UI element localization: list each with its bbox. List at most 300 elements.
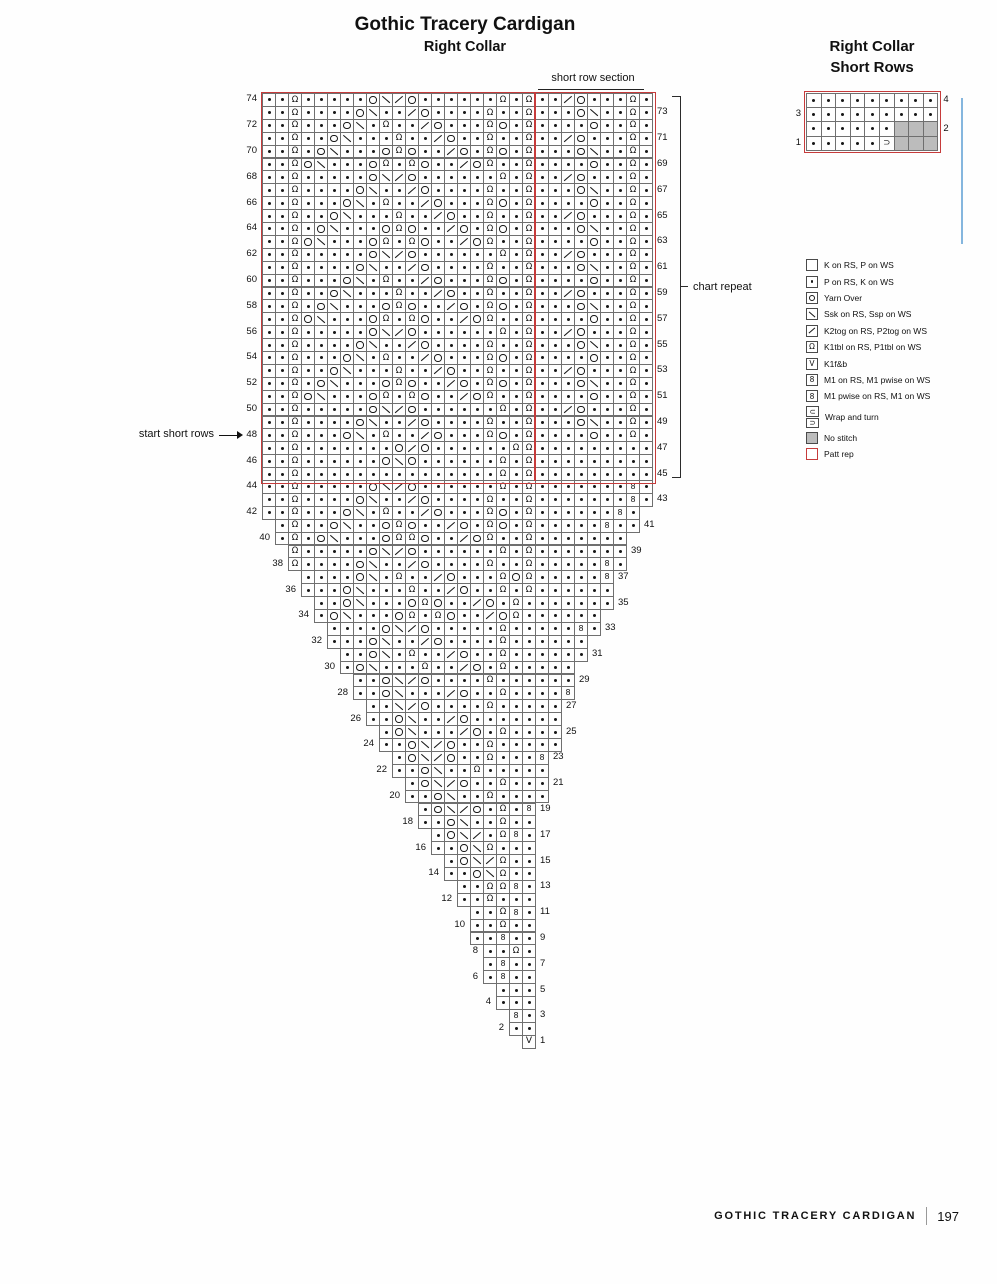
purl-cell [496,596,510,610]
purl-dot-icon [281,305,284,308]
purl-cell [444,674,458,688]
ssk-icon [590,225,598,233]
purl-dot-icon [411,473,414,476]
legend-label: M1 pwise on RS, M1 on WS [824,391,931,402]
k2tog-cell [405,557,419,571]
purl-dot-icon [424,331,427,334]
purl-dot-icon [502,421,505,424]
k1tbl-icon: Ω [291,352,299,363]
row-number: 27 [566,699,577,711]
purl-cell [418,377,432,391]
purl-dot-icon [463,434,466,437]
purl-dot-icon [541,266,544,269]
purl-dot-icon [528,782,531,785]
purl-cell [275,222,289,236]
purl-cell [483,648,497,662]
yarn-over-icon [577,186,585,194]
purl-cell [509,235,523,249]
k2tog-cell [405,416,419,430]
purl-cell [574,506,588,520]
yarn-over-cell [457,854,471,868]
purl-cell [600,235,614,249]
purl-dot-icon [476,627,479,630]
k1tbl-cell [405,235,419,249]
k1tbl-cell [496,906,510,920]
yarn-over-icon [577,328,585,336]
purl-dot-icon [856,113,859,116]
purl-dot-icon [541,782,544,785]
purl-cell [340,480,354,494]
purl-cell [522,725,536,739]
yarn-over-cell [405,738,419,752]
purl-cell [444,725,458,739]
purl-dot-icon [645,163,648,166]
purl-cell [574,609,588,623]
purl-cell [561,519,575,533]
m1-icon: 8 [604,572,610,582]
purl-dot-icon [515,821,518,824]
purl-cell [600,145,614,159]
purl-cell [353,209,367,223]
yarn-over-cell [431,596,445,610]
purl-cell [522,841,536,855]
purl-cell [535,106,549,120]
purl-dot-icon [515,989,518,992]
k1tbl-icon: Ω [525,571,533,582]
purl-dot-icon [476,718,479,721]
ssk-cell [366,106,380,120]
yarn-over-icon [421,238,429,246]
purl-dot-icon [645,305,648,308]
k1tbl-icon: Ω [291,559,299,570]
purl-dot-icon [515,627,518,630]
purl-dot-icon [619,137,622,140]
legend-item [806,273,930,289]
purl-dot-icon [333,163,336,166]
purl-cell [314,106,328,120]
purl-cell [314,519,328,533]
purl-dot-icon [515,743,518,746]
purl-cell [314,570,328,584]
k1tbl-cell [496,248,510,262]
purl-cell [457,196,471,210]
start-short-rows-label: start short rows [138,428,214,440]
purl-dot-icon [268,111,271,114]
purl-dot-icon [593,589,596,592]
m1-icon: 8 [617,507,623,517]
purl-dot-icon [567,318,570,321]
k1tbl-cell [470,764,484,778]
purl-cell [535,428,549,442]
purl-dot-icon [333,266,336,269]
purl-dot-icon [268,137,271,140]
purl-cell [496,441,510,455]
purl-dot-icon [281,369,284,372]
purl-dot-icon [515,666,518,669]
purl-dot-icon [281,150,284,153]
no-stitch-icon [806,432,818,444]
row-number: 34 [298,609,309,621]
yarn-over-cell [496,609,510,623]
purl-cell [301,261,315,275]
purl-cell [340,222,354,236]
k1tbl-cell [626,325,640,339]
purl-dot-icon [450,318,453,321]
purl-dot-icon [424,614,427,617]
purl-cell [470,893,484,907]
purl-cell [366,377,380,391]
yarn-over-icon [369,328,377,336]
purl-cell [457,751,471,765]
k1tbl-icon: Ω [291,313,299,324]
k1tbl-icon: Ω [525,288,533,299]
yarn-over-icon [408,328,416,336]
k1tbl-icon: Ω [499,662,507,673]
purl-cell [327,403,341,417]
k1tbl-icon: Ω [629,404,637,415]
purl-cell [275,493,289,507]
purl-dot-icon [385,731,388,734]
k1tbl-icon: Ω [629,378,637,389]
purl-dot-icon [476,937,479,940]
yarn-over-icon [330,135,338,143]
ssk-icon [369,419,377,427]
purl-dot-icon [450,189,453,192]
purl-cell [923,93,939,108]
ssk-cell [366,183,380,197]
k2tog-cell [561,93,575,107]
purl-cell [275,351,289,365]
m1-pwise-icon [806,390,818,402]
purl-cell [379,712,393,726]
purl-cell [535,196,549,210]
ssk-cell [353,119,367,133]
purl-dot-icon [346,240,349,243]
ssk-icon [369,496,377,504]
purl-cell [262,441,276,455]
purl-cell [275,338,289,352]
yarn-over-icon [317,380,325,388]
yarn-over-icon [577,135,585,143]
purl-dot-icon [827,142,830,145]
k1tbl-cell [483,519,497,533]
purl-cell [392,106,406,120]
k2tog-icon [434,135,442,143]
purl-dot-icon [437,524,440,527]
purl-cell [522,777,536,791]
purl-dot-icon [619,215,622,218]
purl-cell [470,428,484,442]
purl-dot-icon [515,344,518,347]
purl-dot-icon [515,150,518,153]
purl-dot-icon [346,563,349,566]
purl-cell [418,519,432,533]
purl-cell [613,480,627,494]
purl-dot-icon [268,356,271,359]
purl-cell [923,107,939,122]
yarn-over-icon [499,199,507,207]
purl-dot-icon [885,127,888,130]
purl-cell [262,480,276,494]
purl-dot-icon [476,382,479,385]
k2tog-cell [561,287,575,301]
purl-cell [548,648,562,662]
purl-cell [522,751,536,765]
purl-cell [431,93,445,107]
k1tbl-icon: Ω [291,442,299,453]
purl-cell [587,596,601,610]
purl-dot-icon [437,705,440,708]
purl-cell [470,467,484,481]
purl-cell [327,635,341,649]
purl-dot-icon [476,614,479,617]
purl-cell [353,287,367,301]
purl-cell [275,416,289,430]
ssk-cell [366,416,380,430]
purl-dot-icon [450,253,453,256]
purl-cell [444,532,458,546]
purl-cell [522,957,536,971]
purl-cell [574,596,588,610]
k2tog-icon [486,857,494,865]
ssk-cell [379,545,393,559]
k1tbl-icon: Ω [291,133,299,144]
purl-dot-icon [502,111,505,114]
k2tog-icon [421,509,429,517]
purl-dot-icon [281,215,284,218]
purl-dot-icon [398,344,401,347]
purl-dot-icon [385,266,388,269]
purl-dot-icon [515,898,518,901]
purl-cell [548,93,562,107]
purl-cell [444,261,458,275]
yarn-over-icon [473,315,481,323]
purl-dot-icon [645,369,648,372]
yarn-over-icon [577,290,585,298]
purl-dot-icon [567,602,570,605]
k2tog-cell [444,377,458,391]
purl-dot-icon [307,537,310,540]
yarn-over-cell [457,648,471,662]
purl-cell [366,441,380,455]
purl-cell [457,248,471,262]
purl-dot-icon [307,421,310,424]
yarn-over-cell [366,170,380,184]
purl-cell [639,364,653,378]
yarn-over-icon [460,857,468,865]
purl-cell [301,428,315,442]
purl-dot-icon [307,305,310,308]
ssk-icon [382,483,390,491]
purl-dot-icon [489,640,492,643]
yarn-over-cell [496,274,510,288]
purl-dot-icon [268,395,271,398]
k1tbl-cell [496,454,510,468]
purl-dot-icon [437,266,440,269]
purl-dot-icon [515,718,518,721]
k1tbl-icon: Ω [499,481,507,492]
purl-dot-icon [437,253,440,256]
purl-dot-icon [372,627,375,630]
k1tbl-icon: Ω [486,159,494,170]
purl-dot-icon [268,202,271,205]
purl-cell [509,996,523,1010]
legend-item [806,388,930,404]
purl-cell [470,145,484,159]
yarn-over-icon [343,586,351,594]
purl-cell [600,390,614,404]
row-number: 57 [657,312,668,324]
purl-dot-icon [372,305,375,308]
purl-cell [626,441,640,455]
purl-cell [340,532,354,546]
purl-cell [275,119,289,133]
purl-dot-icon [554,189,557,192]
row-number: 58 [246,299,257,311]
purl-dot-icon [476,447,479,450]
purl-cell [574,351,588,365]
purl-dot-icon [346,421,349,424]
m1-icon: 8 [578,623,584,633]
ssk-icon [395,677,403,685]
k1tbl-icon: Ω [382,352,390,363]
purl-cell [509,919,523,933]
purl-dot-icon [463,111,466,114]
purl-dot-icon [268,408,271,411]
purl-dot-icon [528,911,531,914]
k2tog-icon [408,702,416,710]
wrap-and-turn-box [806,418,819,429]
purl-dot-icon [346,253,349,256]
purl-cell [613,390,627,404]
purl-dot-icon [307,150,310,153]
purl-dot-icon [476,498,479,501]
purl-cell [444,635,458,649]
k1tbl-icon: Ω [291,430,299,441]
legend-label: Yarn Over [824,292,863,303]
purl-cell [496,390,510,404]
purl-dot-icon [463,872,466,875]
purl-dot-icon [606,460,609,463]
purl-cell [353,93,367,107]
purl-dot-icon [424,137,427,140]
k2tog-icon [564,328,572,336]
purl-dot-icon [885,113,888,116]
purl-dot-icon [320,202,323,205]
yarn-over-icon [577,419,585,427]
purl-dot-icon [593,485,596,488]
k1tbl-icon: Ω [395,301,403,312]
purl-cell [561,119,575,133]
k1tbl-icon: Ω [629,339,637,350]
purl-dot-icon [554,137,557,140]
purl-dot-icon [307,447,310,450]
yarn-over-icon [460,651,468,659]
purl-dot-icon [593,369,596,372]
purl-dot-icon [489,718,492,721]
purl-dot-icon [541,98,544,101]
k1tbl-cell [626,183,640,197]
k1tbl-icon: Ω [499,649,507,660]
purl-dot-icon [463,292,466,295]
k2tog-icon [564,96,572,104]
purl-cell [444,183,458,197]
purl-cell [301,532,315,546]
purl-dot-icon [463,253,466,256]
purl-cell [509,248,523,262]
purl-dot-icon [515,98,518,101]
purl-cell [314,441,328,455]
purl-dot-icon [580,163,583,166]
k1tbl-cell [392,532,406,546]
k2tog-cell [431,570,445,584]
purl-dot-icon [619,460,622,463]
m1-cell [496,957,510,971]
purl-cell [509,467,523,481]
m1-cell [509,880,523,894]
k1tbl-icon: Ω [629,184,637,195]
purl-dot-icon [619,266,622,269]
purl-dot-icon [450,666,453,669]
purl-cell [548,519,562,533]
purl-cell [301,351,315,365]
purl-cell [431,299,445,313]
k1tbl-icon: Ω [395,365,403,376]
purl-dot-icon [346,150,349,153]
purl-cell [392,416,406,430]
purl-cell [806,121,822,136]
purl-dot-icon [567,124,570,127]
purl-dot-icon [385,447,388,450]
purl-dot-icon [307,227,310,230]
purl-dot-icon [528,847,531,850]
k1tbl-icon: Ω [525,146,533,157]
purl-dot-icon [593,473,596,476]
purl-cell [457,364,471,378]
purl-cell [483,248,497,262]
purl-cell [431,725,445,739]
k2tog-cell [392,403,406,417]
purl-cell [561,661,575,675]
row-number: 66 [246,196,257,208]
purl-cell [262,261,276,275]
ssk-icon [382,251,390,259]
k1tbl-cell [392,145,406,159]
yarn-over-icon [382,457,390,465]
purl-cell [431,661,445,675]
yarn-over-cell [366,248,380,262]
purl-cell [496,764,510,778]
yarn-over-cell [496,377,510,391]
k1tbl-icon: Ω [629,120,637,131]
purl-dot-icon [346,473,349,476]
yarn-over-icon [369,406,377,414]
m1-cell [509,906,523,920]
no-stitch-cell [894,121,910,136]
purl-cell [275,209,289,223]
ssk-cell [327,532,341,546]
k1tbl-icon: Ω [499,249,507,260]
purl-cell [894,107,910,122]
purl-cell [535,764,549,778]
purl-cell [327,274,341,288]
ssk-icon [421,741,429,749]
purl-cell [574,235,588,249]
purl-dot-icon [567,589,570,592]
purl-dot-icon [372,718,375,721]
k2tog-icon [408,109,416,117]
k1tbl-icon: Ω [512,442,520,453]
